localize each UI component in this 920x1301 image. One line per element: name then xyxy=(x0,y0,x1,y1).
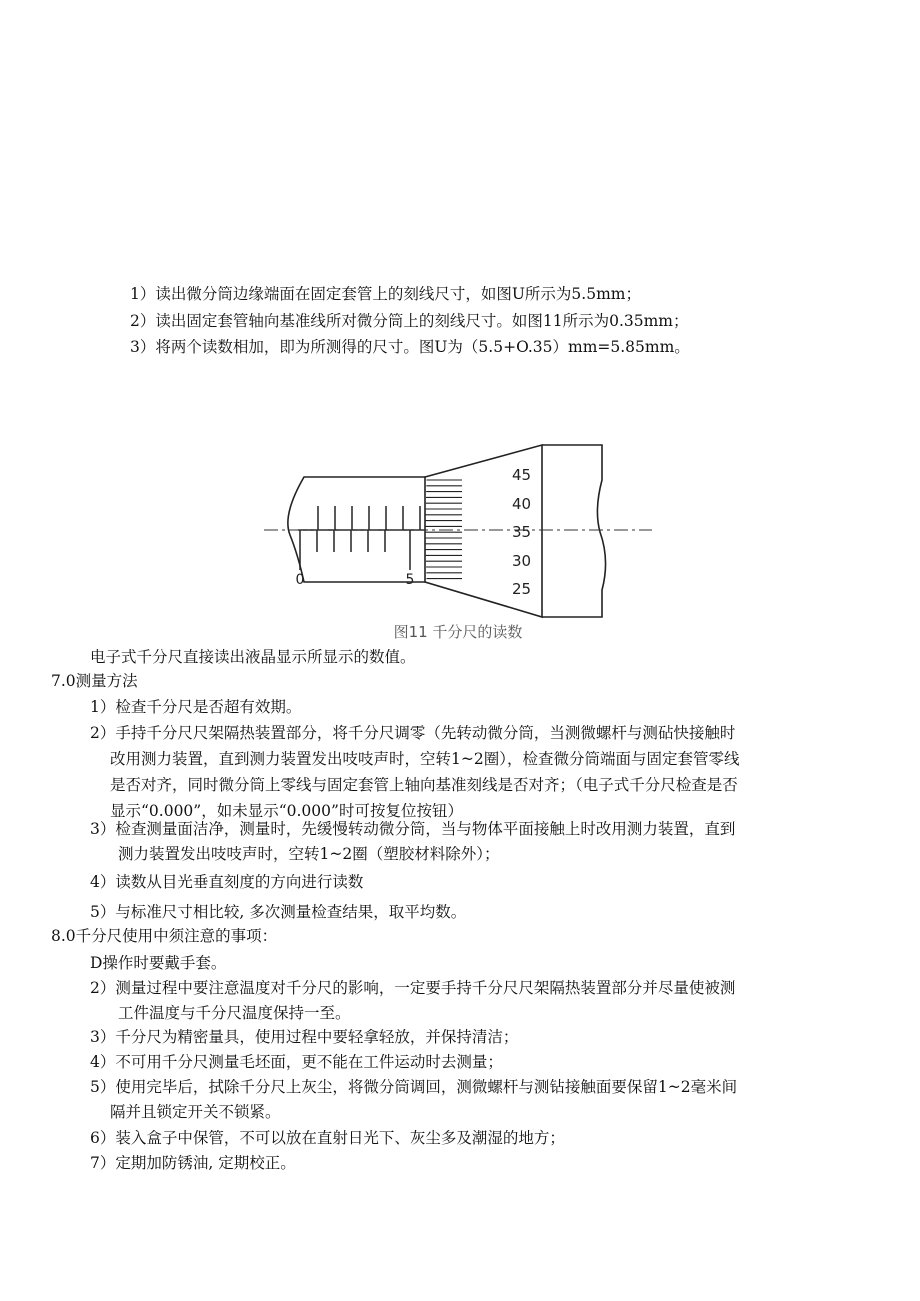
section8-title: 8.0千分尺使用中须注意的事项： xyxy=(51,927,278,945)
section7-item-3-cont: 测力装置发出吱吱声时，空转1~2圈（塑胶材料除外）； xyxy=(118,845,500,863)
section8-item-6: 6）装入盒子中保管，不可以放在直射日光下、灰尘多及潮湿的地方； xyxy=(90,1129,565,1147)
reading-step-1: 1）读出微分筒边缘端面在固定套管上的刻线尺寸，如图U所示为5.5mm； xyxy=(130,285,641,303)
section7-item-1: 1）检查千分尺是否超有效期。 xyxy=(90,698,302,716)
sleeve-upper-ticks xyxy=(318,506,420,530)
section8-item-4: 4）不可用千分尺测量毛坯面，更不能在工件运动时去测量； xyxy=(90,1053,503,1071)
micrometer-reading-figure xyxy=(262,440,654,645)
section8-item-2-cont: 工件温度与千分尺温度保持一至。 xyxy=(118,1004,351,1022)
thimble-label-30: 30 xyxy=(512,552,532,570)
sleeve-label-5: 5 xyxy=(405,572,415,588)
frame-right xyxy=(542,445,606,617)
section8-item-3: 3）千分尺为精密量具，使用过程中要轻拿轻放，并保持清洁； xyxy=(90,1028,519,1046)
section7-item-4: 4）读数从目光垂直刻度的方向进行读数 xyxy=(90,873,364,891)
section8-item-7: 7）定期加防锈油, 定期校正。 xyxy=(90,1154,296,1172)
section7-item-2-cont2: 是否对齐，同时微分筒上零线与固定套管上轴向基准刻线是否对齐；（电子式千分尺检查是否 xyxy=(110,776,738,794)
section7-item-2: 2）手持千分尺尺架隔热装置部分，将千分尺调零（先转动微分筒，当测微螺杆与测砧快接触时 xyxy=(90,724,736,742)
section8-item-5: 5）使用完毕后，拭除千分尺上灰尘，将微分筒调回，测微螺杆与测钻接触面要保留1~2毫米间 xyxy=(90,1078,738,1096)
sleeve-label-0: 0 xyxy=(295,572,305,588)
reading-step-3: 3）将两个读数相加，即为所测得的尺寸。图U为（5.5+O.35）mm=5.85mm。 xyxy=(130,338,690,356)
section7-item-3: 3）检查测量面洁净，测量时，先缓慢转动微分筒，当与物体平面接触上时改用测力装置，直到 xyxy=(90,820,736,838)
electronic-note: 电子式千分尺直接读出液晶显示所显示的数值。 xyxy=(90,648,416,666)
thimble-graduations xyxy=(425,480,462,579)
section7-title: 7.0测量方法 xyxy=(51,672,138,690)
reading-step-2: 2）读出固定套管轴向基准线所对微分筒上的刻线尺寸。如图11所示为0.35mm； xyxy=(130,312,689,330)
thimble-label-35: 35 xyxy=(512,523,532,541)
section8-item-2: 2）测量过程中要注意温度对千分尺的影响，一定要手持千分尺尺架隔热装置部分并尽量使被测 xyxy=(90,979,736,997)
section7-item-2-cont3: 显示“0.000”，如未显示“0.000”时可按复位按钮） xyxy=(110,802,463,820)
sleeve-lower-ticks xyxy=(300,530,410,570)
section8-item-5-cont: 隔并且锁定开关不锁紧。 xyxy=(110,1103,281,1121)
figure-caption: 图11 千分尺的读数 xyxy=(393,623,523,641)
section7-item-5: 5）与标准尺寸相比较, 多次测量检查结果，取平均数。 xyxy=(90,903,467,921)
section8-item-1: D操作时要戴手套。 xyxy=(90,954,227,972)
thimble-label-40: 40 xyxy=(512,495,532,513)
section7-item-2-cont1: 改用测力装置，直到测力装置发出吱吱声时，空转1~2圈），检查微分筒端面与固定套管零线 xyxy=(110,750,740,768)
thimble-label-25: 25 xyxy=(512,580,532,598)
thimble-label-45: 45 xyxy=(512,466,532,484)
